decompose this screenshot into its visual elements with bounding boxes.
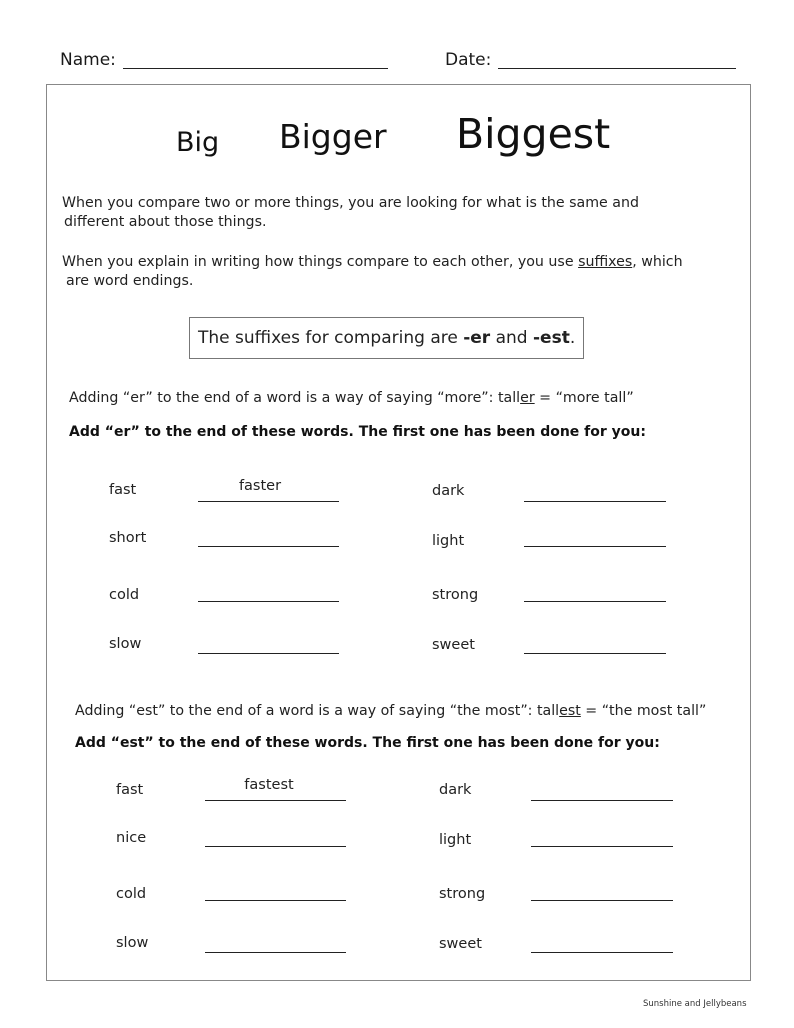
intro-paragraph-2 (62, 253, 683, 291)
er-answer-line[interactable] (524, 546, 666, 547)
er-answer-line[interactable] (198, 601, 339, 602)
er-rule (69, 390, 634, 406)
intro-p2-line2: are word endings. (66, 273, 194, 289)
footer-credit: Sunshine and Jellybeans (643, 999, 747, 1009)
est-answer-line[interactable] (531, 900, 673, 901)
est-word-right: light (439, 832, 472, 848)
suffix-callout-box (189, 317, 584, 359)
box-text-end: . (569, 328, 576, 348)
title-bigger: Bigger (279, 117, 387, 156)
est-answer-line[interactable] (531, 800, 673, 801)
est-answer-line[interactable] (205, 846, 346, 847)
intro-p2-line1 (62, 253, 683, 272)
er-word-right: strong (432, 587, 479, 603)
est-answer-line[interactable] (205, 800, 346, 801)
er-instruction: Add “er” to the end of these words. The first one has been done for you: (69, 424, 646, 440)
er-answer-line[interactable] (198, 546, 339, 547)
est-answer-line[interactable] (531, 846, 673, 847)
er-answer-line[interactable] (198, 653, 339, 654)
er-answer-line[interactable] (198, 501, 339, 502)
est-answer-line[interactable] (205, 900, 346, 901)
box-text-mid: and (490, 328, 533, 348)
er-word-left: slow (109, 636, 142, 652)
name-label: Name: (60, 50, 116, 70)
er-word-left: cold (109, 587, 140, 603)
est-word-right: sweet (439, 936, 482, 952)
er-rule-post: = “more tall” (534, 390, 634, 406)
er-word-right: light (432, 533, 465, 549)
est-rule-suffix: est (559, 703, 581, 719)
intro-p1-line1: When you compare two or more things, you are looking for what is the same and (62, 195, 639, 211)
er-word-left: fast (109, 482, 137, 498)
er-word-right: dark (432, 483, 465, 499)
suffix-est: -est (533, 328, 570, 348)
date-label: Date: (445, 50, 492, 70)
est-example-answer: fastest (244, 777, 294, 793)
est-word-left: nice (116, 830, 147, 846)
est-answer-line[interactable] (531, 952, 673, 953)
er-rule-suffix: er (520, 390, 535, 406)
intro-paragraph-1 (62, 194, 639, 232)
er-answer-line[interactable] (524, 601, 666, 602)
intro-p2-post: , which (632, 254, 683, 270)
est-word-right: strong (439, 886, 486, 902)
est-word-left: slow (116, 935, 149, 951)
er-rule-pre: Adding “er” to the end of a word is a way of saying “more”: tall (69, 390, 521, 406)
name-field[interactable] (123, 68, 388, 69)
suffixes-term: suffixes (578, 254, 633, 270)
est-word-left: cold (116, 886, 147, 902)
date-field[interactable] (498, 68, 736, 69)
er-answer-line[interactable] (524, 653, 666, 654)
intro-p1-line2: different about those things. (64, 214, 267, 230)
suffix-er: -er (463, 328, 491, 348)
er-word-right: sweet (432, 637, 475, 653)
est-instruction: Add “est” to the end of these words. The first one has been done for you: (75, 735, 660, 751)
er-answer-line[interactable] (524, 501, 666, 502)
box-text-pre: The suffixes for comparing are (198, 328, 464, 348)
est-word-right: dark (439, 782, 472, 798)
est-answer-line[interactable] (205, 952, 346, 953)
title-biggest: Biggest (456, 110, 611, 158)
intro-p2-pre: When you explain in writing how things compare to each other, you use (62, 254, 579, 270)
est-rule (75, 703, 706, 719)
er-example-answer: faster (238, 478, 282, 494)
er-word-left: short (109, 530, 147, 546)
est-rule-pre: Adding “est” to the end of a word is a way of saying “the most”: tall (75, 703, 560, 719)
est-word-left: fast (116, 782, 144, 798)
est-rule-post: = “the most tall” (580, 703, 707, 719)
title-big: Big (176, 127, 220, 158)
